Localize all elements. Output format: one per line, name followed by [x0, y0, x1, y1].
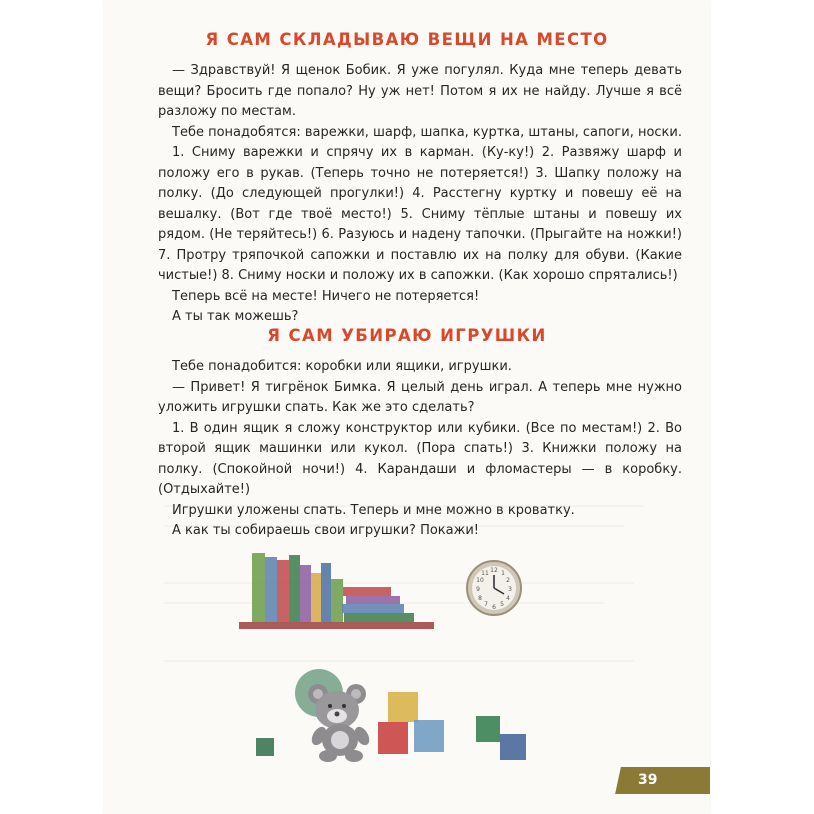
bookshelf-illustration [234, 545, 444, 635]
svg-text:8: 8 [478, 595, 482, 602]
section2-title: Я САМ УБИРАЮ ИГРУШКИ [267, 326, 547, 345]
book-page [104, 0, 710, 814]
paragraph: 1. В один ящик я сложу конструктор или кубики. (Все по местам!) 2. Во второй ящик машинки или кукол. (Пора спать!) 3. Книжки положу на полку. (Спокойной ночи!) 4. Карандаши и фломастеры — в коробку. (Отдыхайте!) [158, 420, 682, 497]
section2-text [158, 357, 682, 542]
paragraph: Тебе понадобится: коробки или ящики, игрушки. [172, 359, 512, 374]
clock-icon [464, 556, 524, 620]
svg-text:7: 7 [484, 601, 488, 608]
toy-blocks-illustration [244, 688, 574, 768]
svg-text:11: 11 [481, 570, 489, 577]
svg-text:5: 5 [500, 601, 504, 608]
bleed-through-line [164, 505, 644, 507]
page-number: 39 [624, 767, 710, 794]
svg-text:1: 1 [501, 570, 505, 577]
paragraph: — Привет! Я тигрёнок Бимка. Я целый день играл. А теперь мне нужно уложить игрушки спать. Как же это сделать? [158, 379, 682, 415]
paragraph: А как ты собираешь свои игрушки? Покажи! [172, 523, 479, 538]
paragraph: Тебе понадобятся: варежки, шарф, шапка, куртка, штаны, сапоги, носки. [172, 124, 682, 140]
section1-text [158, 61, 682, 328]
svg-text:9: 9 [476, 586, 480, 593]
paragraph: — Здравствуй! Я щенок Бобик. Я уже погулял. Куда мне теперь девать вещи? Бросить где попало? Ну уж нет! Потом я их не найду. Лучше я всё разложу по местам. [158, 63, 682, 119]
svg-text:10: 10 [476, 577, 484, 584]
paragraph: А ты так можешь? [172, 309, 299, 324]
section1-title: Я САМ СКЛАДЫВАЮ ВЕЩИ НА МЕСТО [205, 30, 609, 49]
bleed-through-line [164, 525, 624, 527]
svg-text:3: 3 [508, 586, 512, 593]
paragraph: Теперь всё на месте! Ничего не потеряется! [172, 288, 480, 304]
svg-text:2: 2 [506, 577, 510, 584]
svg-text:12: 12 [490, 567, 498, 574]
svg-text:4: 4 [506, 595, 510, 602]
bleed-through-line [164, 660, 634, 662]
svg-text:6: 6 [492, 604, 496, 611]
paragraph: Игрушки уложены спать. Теперь и мне можно в кроватку. [172, 502, 575, 518]
paragraph: 1. Сниму варежки и спрячу их в карман. (Ку-ку!) 2. Развяжу шарф и положу его в рукав. (Теперь точно не потеряется!) 3. Шапку положу на полку. (До следующей прогулки!) 4. Расстегну куртку и повешу её на вешалку. (Вот где твоё место!) 5. Сниму тёплые штаны и повешу их рядом. (Не теряйтесь!) 6. Разуюсь и надену тапочки. (Прыгайте на ножки!) 7. Протру тряпочкой сапожки и поставлю их на полку для обуви. (Какие чистые!) 8. Сниму носки и положу их в сапожки. (Как хорошо спрятались!) [158, 145, 682, 283]
